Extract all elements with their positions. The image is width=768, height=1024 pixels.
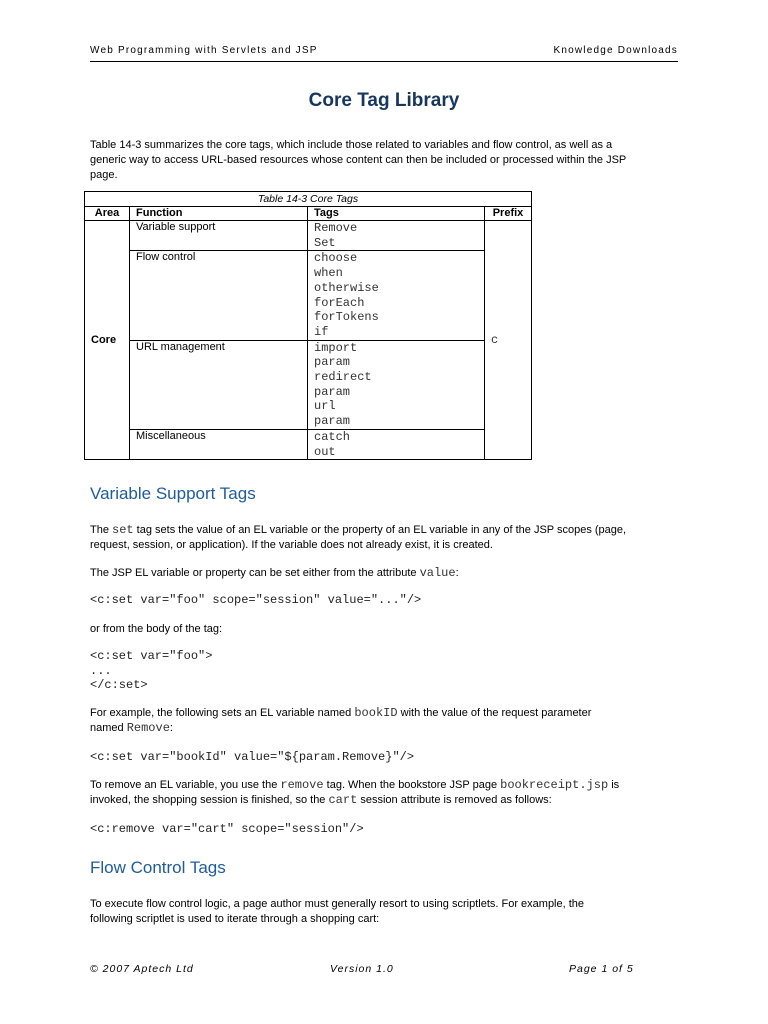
inline-code: cart — [328, 793, 358, 807]
text: For example, the following sets an EL variable named — [90, 707, 355, 719]
footer-right: Page 1 of 5 — [569, 963, 634, 975]
tag-name: otherwise — [314, 280, 379, 295]
tag-name: out — [314, 444, 336, 459]
tag-name: import — [314, 340, 358, 355]
inline-code: bookID — [354, 706, 398, 720]
function-cell: Flow control — [130, 251, 308, 340]
section-heading-variable-support: Variable Support Tags — [90, 484, 256, 503]
footer-center: Version 1.0 — [330, 963, 394, 975]
text: tag sets the value of an EL variable or the property of an EL variable in any of the JSP scopes (page, request, session, or application). If the variable does not already exist, it is created. — [90, 524, 627, 551]
text: session attribute is removed as follows: — [357, 794, 552, 806]
text: with the value of the request parameter named — [90, 707, 592, 734]
col-header-tags: Tags — [308, 207, 485, 221]
tag-name: url — [314, 399, 336, 414]
paragraph — [90, 566, 650, 581]
footer-left: © 2007 Aptech Ltd — [90, 963, 194, 975]
inline-code: bookreceipt.jsp — [500, 778, 609, 792]
paragraph: To execute flow control logic, a page author must generally resort to using scriptlets. For example, the following scriptlet is used to iterate through a shopping cart: — [90, 898, 585, 925]
text: : — [169, 722, 173, 734]
function-cell: Variable support — [130, 221, 308, 251]
tag-name: Remove — [314, 221, 358, 235]
tag-name: catch — [314, 429, 351, 444]
text: The — [90, 524, 113, 536]
col-header-function: Function — [130, 207, 308, 221]
tags-cell — [308, 340, 485, 429]
tag-name: param — [314, 414, 351, 429]
page-title: Core Tag Library — [308, 90, 460, 111]
table-row — [85, 251, 532, 340]
prefix-cell: c — [485, 221, 532, 460]
table-row — [85, 340, 532, 429]
col-header-area: Area — [85, 207, 130, 221]
tag-name: Set — [314, 235, 336, 250]
text: To remove an EL variable, you use the — [90, 779, 281, 791]
paragraph — [90, 523, 630, 553]
tag-name: choose — [314, 251, 358, 266]
table-row — [85, 221, 532, 251]
text: is invoked, the shopping session is finished, so the — [90, 779, 620, 806]
tag-name: when — [314, 266, 343, 281]
code-block: <c:set var="foo"> ... </c:set> — [90, 649, 213, 692]
paragraph — [90, 778, 640, 808]
inline-code: value — [419, 566, 456, 580]
paragraph: or from the body of the tag: — [90, 623, 223, 635]
tags-cell — [308, 221, 485, 251]
inline-code: remove — [280, 778, 324, 792]
col-header-prefix: Prefix — [485, 207, 532, 221]
header-left: Web Programming with Servlets and JSP — [90, 45, 318, 56]
function-cell: Miscellaneous — [130, 429, 308, 459]
core-tags-table — [84, 191, 532, 460]
tag-name: param — [314, 384, 351, 399]
tag-name: forTokens — [314, 310, 379, 325]
tags-cell — [308, 429, 485, 459]
code-block: <c:remove var="cart" scope="session"/> — [90, 822, 364, 836]
tag-name: param — [314, 355, 351, 370]
inline-code: set — [112, 523, 134, 537]
text: : — [455, 567, 459, 579]
text: tag. When the bookstore JSP page — [323, 779, 501, 791]
table-row — [85, 429, 532, 459]
code-block: <c:set var="bookId" value="${param.Remove}"/> — [90, 750, 415, 764]
inline-code: Remove — [126, 721, 170, 735]
table-header-row — [85, 207, 532, 221]
text: The JSP EL variable or property can be set either from the attribute — [90, 567, 420, 579]
paragraph — [90, 706, 625, 736]
tag-name: if — [314, 324, 329, 339]
header-right: Knowledge Downloads — [553, 45, 678, 56]
intro-paragraph: Table 14-3 summarizes the core tags, which include those related to variables and flow control, as well as a generic way to access URL-based resources whose content can then be included or processed within the JSP page. — [90, 139, 627, 181]
tag-name: redirect — [314, 370, 372, 385]
section-heading-flow-control: Flow Control Tags — [90, 858, 226, 877]
page-header — [90, 45, 678, 62]
code-block: <c:set var="foo" scope="session" value="..."/> — [90, 593, 422, 607]
tags-cell — [308, 251, 485, 340]
tag-name: forEach — [314, 295, 365, 310]
table-caption: Table 14-3 Core Tags — [84, 191, 532, 206]
area-cell: Core — [85, 221, 130, 460]
function-cell: URL management — [130, 340, 308, 429]
